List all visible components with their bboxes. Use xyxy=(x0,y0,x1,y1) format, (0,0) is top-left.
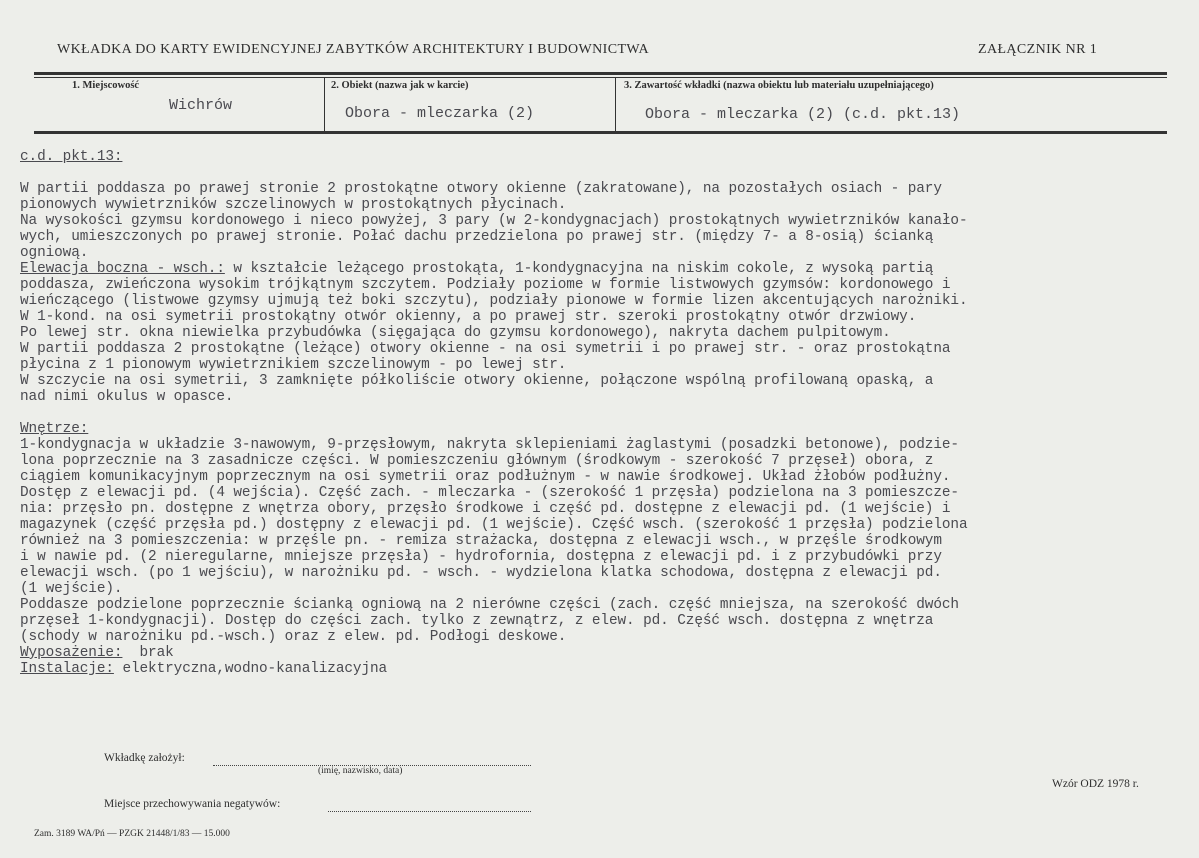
field-2-label: 2. Obiekt (nazwa jak w karcie) xyxy=(331,80,469,91)
author-label: Wkładkę założył: xyxy=(104,752,185,764)
body-line: (1 wejście). xyxy=(20,581,123,597)
top-rule-thin xyxy=(34,77,1167,78)
storage-dotted-line xyxy=(328,810,531,812)
body-line: magazynek (część przęsła pd.) dostępny z elewacji pd. (1 wejście). Część wsch. (szerokość 1 przęsła) podzielona xyxy=(20,517,968,533)
body-line: c.d. pkt.13: xyxy=(20,149,123,165)
body-line: 1-kondygnacja w układzie 3-nawowym, 9-przęsłowym, nakryta sklepieniami żaglastymi (posadzki betonowe), podzie- xyxy=(20,437,959,453)
template-label: Wzór ODZ 1978 r. xyxy=(1052,778,1139,790)
body-line: pionowych wywietrzników szczelinowych w prostokątnych płycinach. xyxy=(20,197,567,213)
field-2-value: Obora - mleczarka (2) xyxy=(345,105,535,122)
body-line: W 1-kond. na osi symetrii prostokątny otwór okienny, a po prawej str. szeroki prostokątny otwór drzwiowy. xyxy=(20,309,917,325)
body-line: lona poprzecznie na 3 zasadnicze części. W pomieszczeniu głównym (środkowym - szerokość 7 przęseł) obora, z xyxy=(20,453,934,469)
storage-label: Miejsce przechowywania negatywów: xyxy=(104,798,281,810)
body-line: Poddasze podzielone poprzecznie ścianką ogniową na 2 nierówne części (zach. część mniejsza, na szerokość dwóch xyxy=(20,597,959,613)
body-line: wieńczącego (listwowe gzymsy ujmują też boki szczytu), podziały pionowe w formie lizen akcentujących narożniki. xyxy=(20,293,968,309)
body-line: W szczycie na osi symetrii, 3 zamknięte półkoliście otwory okienne, połączone wspólną profilowaną opaską, a xyxy=(20,373,934,389)
body-line: przęseł 1-kondygnacji). Dostęp do części zach. tylko z zewnątrz, z elew. pd. Część wsch. dostępna z wnętrza xyxy=(20,613,934,629)
body-line: Dostęp z elewacji pd. (4 wejścia). Część zach. - mleczarka - (szerokość 1 przęsła) podzielona na 3 pomieszcze- xyxy=(20,485,959,501)
body-line: Po lewej str. okna niewielka przybudówka (sięgająca do gzymsu kordonowego), nakryta dachem pulpitowym. xyxy=(20,325,891,341)
body-line: W partii poddasza po prawej stronie 2 prostokątne otwory okienne (zakratowane), na pozostałych osiach - pary xyxy=(20,181,942,197)
field-3-value: Obora - mleczarka (2) (c.d. pkt.13) xyxy=(645,106,961,123)
body-line: ogniową. xyxy=(20,245,89,261)
body-line: Wnętrze: xyxy=(20,421,89,437)
body-line: Instalacje: elektryczna,wodno-kanalizacyjna xyxy=(20,661,388,677)
body-line: nia: przęsło pn. dostępne z wnętrza obory, przęsło środkowe i część pd. dostępne z elewacji pd. (1 wejście) i xyxy=(20,501,951,517)
body-line: elewacji wsch. (po 1 wejściu), w narożniku pd. - wsch. - wydzielona klatka schodowa, dostępna z elewacji pd. xyxy=(20,565,942,581)
body-line: nad nimi okulus w opasce. xyxy=(20,389,234,405)
body-line: (schody w narożniku pd.-wsch.) oraz z elew. pd. Podłogi deskowe. xyxy=(20,629,567,645)
field-3-label: 3. Zawartość wkładki (nazwa obiektu lub materiału uzupełniającego) xyxy=(624,80,934,91)
annex-label: ZAŁĄCZNIK NR 1 xyxy=(978,42,1098,57)
body-line: Elewacja boczna - wsch.: w kształcie leżącego prostokąta, 1-kondygnacyjna na niskim cokole, z wysoką partią xyxy=(20,261,934,277)
body-line: Wyposażenie: brak xyxy=(20,645,174,661)
author-hint: (imię, nazwisko, data) xyxy=(318,766,403,776)
body-line: Na wysokości gzymsu kordonowego i nieco powyżej, 3 pary (w 2-kondygnacjach) prostokątnych wywietrzników kanało- xyxy=(20,213,968,229)
fields-bottom-rule xyxy=(34,131,1167,134)
field-1-value: Wichrów xyxy=(169,97,233,114)
body-line xyxy=(20,165,967,181)
top-rule xyxy=(34,72,1167,75)
body-line: również na 3 pomieszczenia: w przęśle pn. - remiza strażacka, dostępna z elewacji wsch., w przęśle środkowym xyxy=(20,533,942,549)
body-line: poddasza, zwieńczona wysokim trójkątnym szczytem. Podziały poziome w formie listwowych gzymsów: kordonowego i xyxy=(20,277,951,293)
print-info: Zam. 3189 WA/Pń — PZGK 21448/1/83 — 15.000 xyxy=(34,829,230,839)
body-line: płycina z 1 pionowym wywietrznikiem szczelinowym - po lewej str. xyxy=(20,357,567,373)
field-1-label: 1. Miejscowość xyxy=(72,80,140,91)
body-line xyxy=(20,405,967,421)
body-line: W partii poddasza 2 prostokątne (leżące) otwory okienne - na osi symetrii i po prawej str. - oraz prostokątna xyxy=(20,341,951,357)
typed-description xyxy=(20,149,967,677)
body-line: ciągiem komunikacyjnym poprzecznym na osi symetrii oraz podłużnym - w nawie środkowej. Układ żłobów podłużny. xyxy=(20,469,951,485)
field-divider-2 xyxy=(615,78,616,131)
field-divider-1 xyxy=(324,78,325,131)
body-line: wych, umieszczonych po prawej stronie. Połać dachu przedzielona po prawej str. (między 7- a 8-osią) ścianką xyxy=(20,229,934,245)
form-title: WKŁADKA DO KARTY EWIDENCYJNEJ ZABYTKÓW ARCHITEKTURY I BUDOWNICTWA xyxy=(57,42,649,57)
body-line: i w nawie pd. (2 nieregularne, mniejsze przęsła) - hydrofornia, dostępna z elewacji pd. i z przybudówki przy xyxy=(20,549,942,565)
